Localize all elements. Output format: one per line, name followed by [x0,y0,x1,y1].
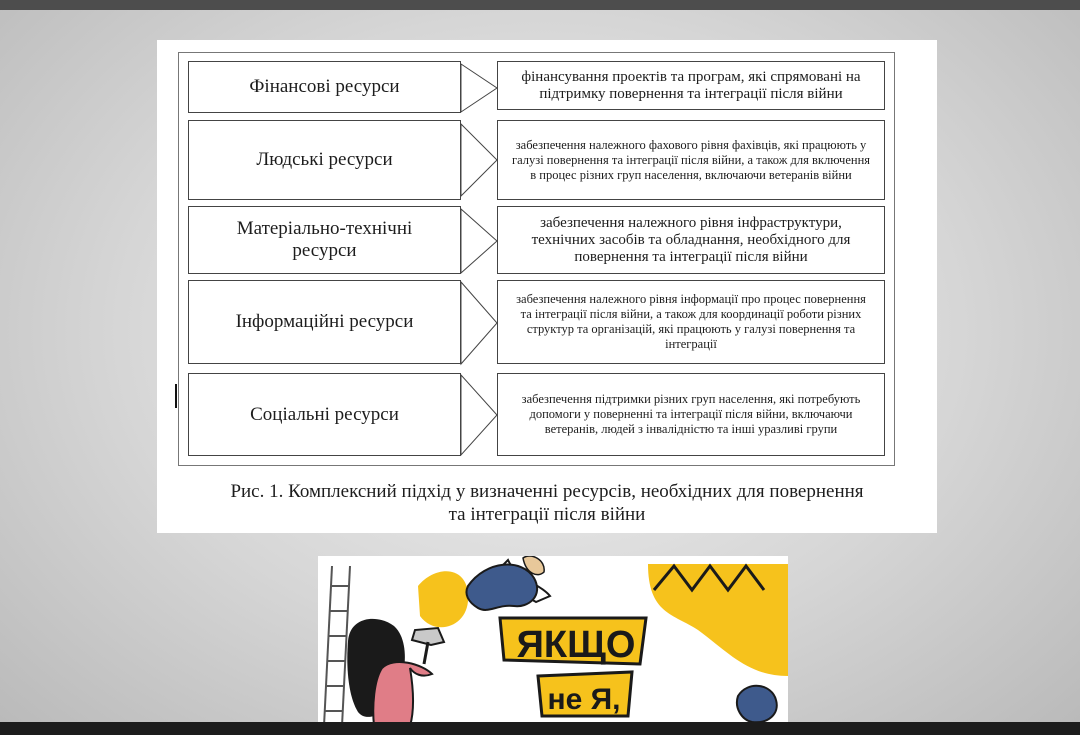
poster-illustration [318,556,788,726]
arrow-1 [461,64,497,112]
resource-box-social: Соціальні ресурси [188,373,461,456]
resource-box-information: Інформаційні ресурси [188,280,461,364]
resource-box-financial: Фінансові ресурси [188,61,461,113]
description-box-financial: фінансування проектів та програм, які спрямовані на підтримку повернення та інтеграції після війни [497,61,885,110]
poster-art [318,556,788,726]
ladder-icon [324,566,350,726]
arrow-2 [461,124,497,196]
top-status-bar [0,0,1080,10]
description-box-material: забезпечення належного рівня інфраструктури, технічних засобів та обладнання, необхідного для повернення та інтеграції після війни [497,206,885,274]
text-cursor [175,384,177,408]
poster-headline [500,618,646,716]
description-box-human: забезпечення належного фахового рівня фахівців, які працюють у галузі повернення та інтеграції після війни, а також для включення в процес різних груп населення, включаючи ветеранів війни [497,120,885,200]
resource-box-human: Людські ресурси [188,120,461,200]
description-box-information: забезпечення належного рівня інформації про процес повернення та інтеграції після війни, а також для координації роботи різних структур та організацій, які працюють у галузі повернення та інтеграції [497,280,885,364]
caption-line-2: та інтеграції після війни [448,504,646,525]
arrow-4 [461,282,497,364]
person-right-icon [737,686,777,722]
description-box-social: забезпечення підтримки різних груп населення, які потребують допомоги у поверненні та інтеграції після війни, включаючи ветеранів, людей з інвалідністю та інші уразливі групи [497,373,885,456]
caption-line-1: Рис. 1. Комплексний підхід у визначенні ресурсів, необхідних для повернення [230,481,864,502]
slide-figure [157,40,937,533]
poster-headline-line1: ЯКЩО [516,624,636,666]
bottom-navigation-bar [0,722,1080,735]
person-left-body-icon [373,662,432,726]
poster-headline-line2: не Я, [547,683,621,716]
resource-box-material: Матеріально-технічні ресурси [188,206,461,274]
arrow-5 [461,375,497,455]
figure-caption [157,480,937,526]
person-top-icon [466,565,537,610]
arrow-3 [461,209,497,273]
